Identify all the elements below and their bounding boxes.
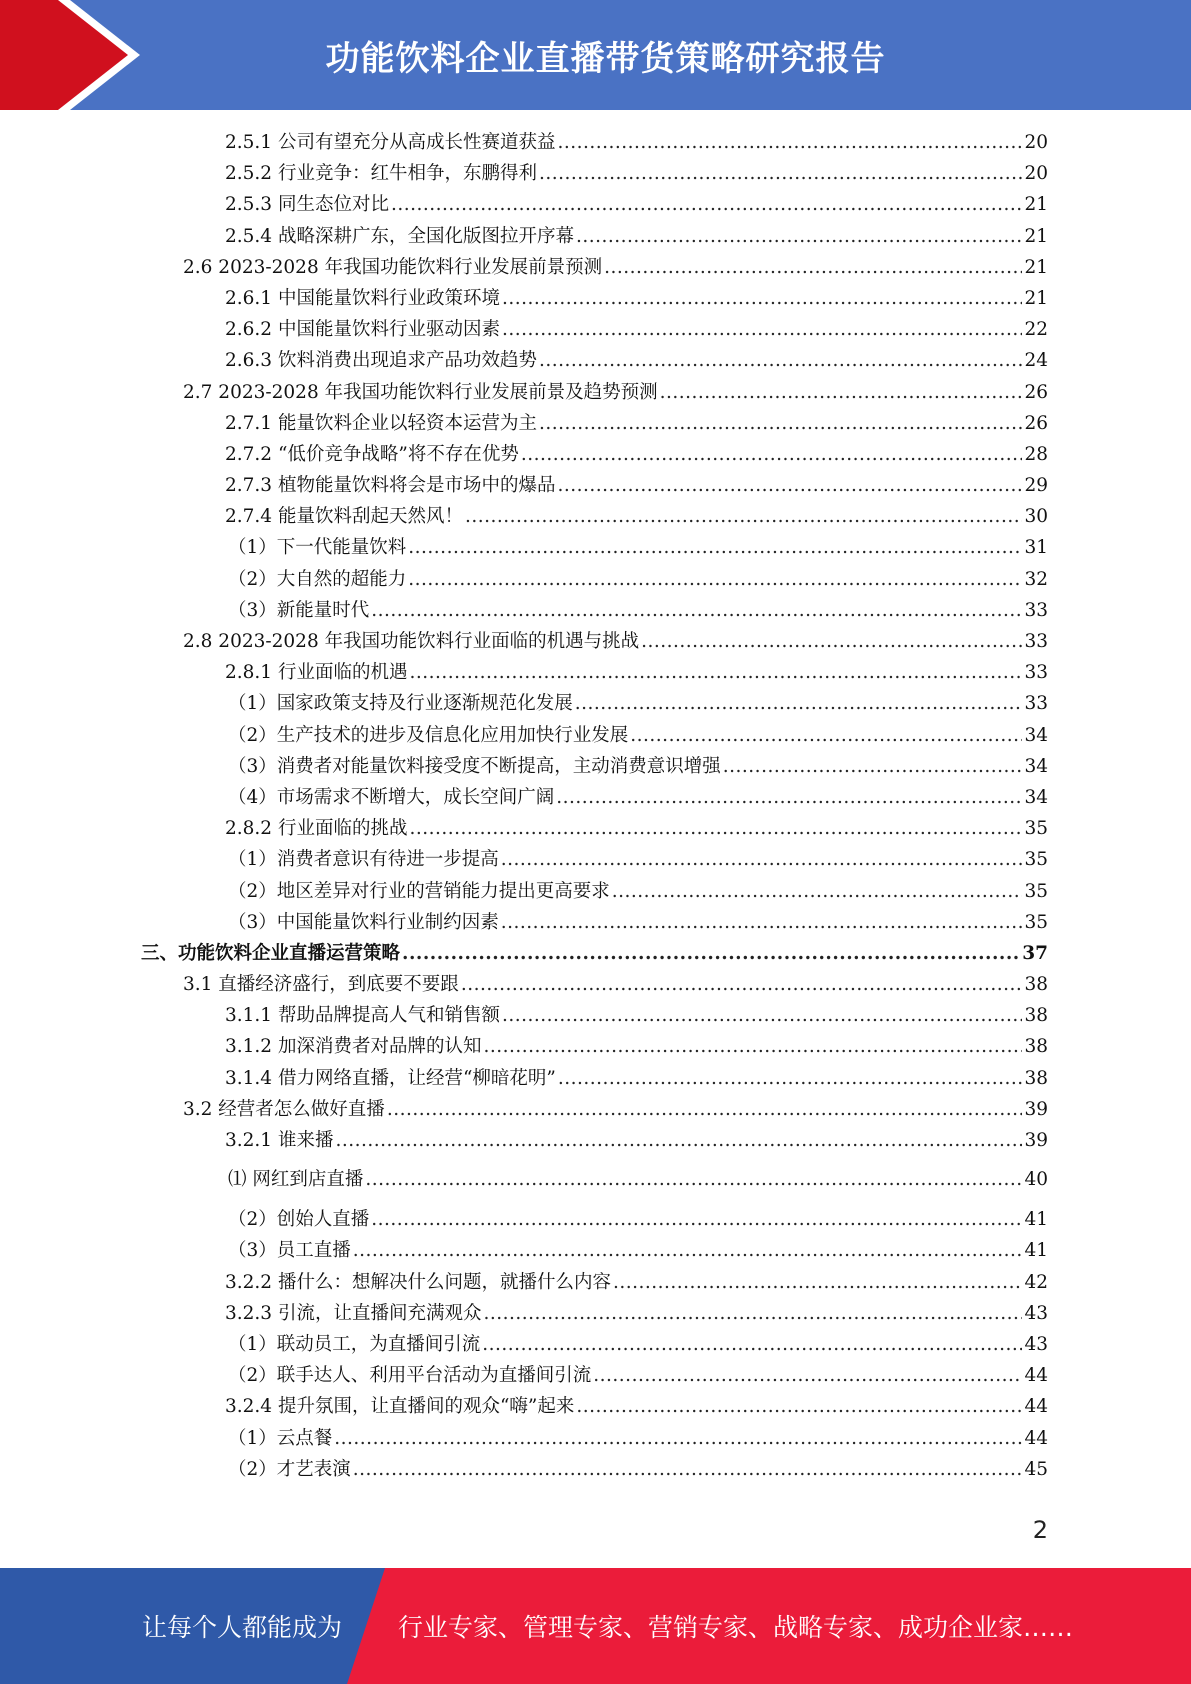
toc-dot-leader: [539, 345, 1022, 376]
toc-entry[interactable]: [0, 1391, 1191, 1422]
toc-entry-page: 32: [1024, 568, 1048, 590]
toc-entry-label: 3.2.1 谁来播: [225, 1130, 334, 1151]
toc-entry-label: ⑴ 网红到店直播: [228, 1169, 364, 1191]
toc-entry-page: 43: [1024, 1302, 1048, 1324]
toc-entry-label: （3）员工直播: [228, 1240, 351, 1262]
toc-dot-leader: [613, 1267, 1022, 1298]
toc-entry-page: 35: [1024, 849, 1048, 871]
toc-entry-page: 26: [1024, 412, 1048, 434]
toc-entry[interactable]: [0, 1000, 1191, 1031]
toc-entry-page: 35: [1024, 880, 1048, 902]
page-footer: [0, 1568, 1191, 1684]
toc-dot-leader: [334, 1423, 1022, 1454]
toc-dot-leader: [402, 938, 1020, 969]
toc-entry[interactable]: [0, 408, 1191, 439]
toc-dot-leader: [335, 1125, 1022, 1156]
toc-dot-leader: [353, 1235, 1023, 1266]
toc-entry-page: 26: [1024, 381, 1048, 403]
toc-dot-leader: [660, 377, 1023, 408]
toc-dot-leader: [502, 314, 1022, 345]
toc-entry-page: 30: [1024, 506, 1048, 528]
toc-dot-leader: [641, 626, 1022, 657]
toc-dot-leader: [630, 720, 1022, 751]
toc-entry-label: （2）才艺表演: [228, 1458, 351, 1480]
footer-slogan-right: 行业专家、管理专家、营销专家、战略专家、成功企业家……: [398, 1613, 1074, 1642]
toc-entry[interactable]: [0, 252, 1191, 283]
toc-entry[interactable]: [0, 720, 1191, 751]
toc-dot-leader: [502, 283, 1022, 314]
toc-entry-label: （1）下一代能量饮料: [228, 537, 407, 559]
toc-entry-page: 33: [1024, 693, 1048, 715]
toc-entry-label: 2.8.1 行业面临的机遇: [225, 662, 408, 684]
toc-entry-page: 45: [1024, 1458, 1048, 1480]
toc-dot-leader: [387, 1094, 1023, 1125]
toc-entry[interactable]: [0, 501, 1191, 532]
toc-entry-page: 38: [1024, 974, 1048, 996]
toc-entry[interactable]: [0, 1125, 1191, 1156]
table-of-contents: [0, 127, 1191, 1485]
toc-dot-leader: [371, 595, 1022, 626]
toc-entry[interactable]: [0, 189, 1191, 220]
toc-dot-leader: [408, 532, 1022, 563]
toc-dot-leader: [365, 1156, 1022, 1204]
toc-entry-label: （1）国家政策支持及行业逐渐规范化发展: [228, 693, 573, 715]
toc-entry-label: （2）创始人直播: [228, 1209, 370, 1231]
toc-entry-label: （3）新能量时代: [228, 599, 370, 621]
toc-entry[interactable]: [0, 470, 1191, 501]
toc-dot-leader: [575, 688, 1023, 719]
toc-entry-label: 2.8.2 行业面临的挑战: [225, 818, 408, 840]
toc-dot-leader: [576, 221, 1022, 252]
toc-entry-label: 2.6.1 中国能量饮料行业政策环境: [225, 287, 500, 309]
toc-entry-label: （2）地区差异对行业的营销能力提出更高要求: [228, 880, 610, 902]
toc-entry-page: 28: [1024, 443, 1048, 465]
toc-entry-label: 3.2.3 引流，让直播间充满观众: [225, 1302, 482, 1324]
toc-entry-page: 41: [1024, 1209, 1048, 1231]
toc-entry[interactable]: [0, 158, 1191, 189]
toc-entry-label: 3.1.2 加深消费者对品牌的认知: [225, 1036, 482, 1058]
toc-entry-page: 29: [1024, 475, 1048, 497]
toc-entry-page: 34: [1024, 755, 1048, 777]
toc-entry-page: 21: [1024, 194, 1048, 216]
toc-entry-label: （1）消费者意识有待进一步提高: [228, 849, 499, 871]
toc-entry-label: 3.2 经营者怎么做好直播: [183, 1098, 385, 1120]
toc-entry[interactable]: [0, 283, 1191, 314]
toc-entry-page: 41: [1024, 1240, 1048, 1262]
toc-entry[interactable]: [0, 377, 1191, 408]
page-header: [0, 0, 1191, 110]
toc-entry[interactable]: [0, 969, 1191, 1000]
toc-entry[interactable]: [0, 1454, 1191, 1485]
toc-dot-leader: [461, 969, 1023, 1000]
toc-entry[interactable]: [0, 688, 1191, 719]
toc-entry-page: 35: [1024, 911, 1048, 933]
toc-entry-page: 39: [1024, 1130, 1048, 1151]
toc-entry-label: 2.7 2023-2028 年我国功能饮料行业发展前景及趋势预测: [183, 381, 658, 403]
toc-entry-page: 33: [1024, 631, 1048, 652]
toc-entry[interactable]: [0, 314, 1191, 345]
toc-entry[interactable]: [0, 1360, 1191, 1391]
toc-entry-page: 22: [1024, 319, 1048, 341]
toc-dot-leader: [482, 1329, 1022, 1360]
toc-dot-leader: [539, 158, 1022, 189]
toc-entry-label: 2.6.2 中国能量饮料行业驱动因素: [225, 319, 500, 341]
toc-entry-page: 34: [1024, 786, 1048, 808]
toc-entry[interactable]: [0, 1156, 1191, 1204]
toc-entry[interactable]: [0, 439, 1191, 470]
toc-dot-leader: [409, 657, 1022, 688]
toc-entry[interactable]: [0, 127, 1191, 158]
toc-dot-leader: [604, 252, 1022, 283]
toc-entry-label: 2.5.2 行业竞争：红牛相争，东鹏得利: [225, 163, 537, 185]
toc-dot-leader: [723, 751, 1023, 782]
toc-entry-page: 20: [1024, 163, 1048, 185]
toc-dot-leader: [465, 501, 1022, 532]
toc-entry-page: 33: [1024, 599, 1048, 621]
toc-dot-leader: [502, 1000, 1022, 1031]
toc-entry-label: 2.7.2 “低价竞争战略”将不存在优势: [225, 443, 519, 465]
toc-entry-page: 31: [1024, 537, 1048, 559]
toc-entry[interactable]: [0, 844, 1191, 875]
toc-entry-label: 3.2.2 播什么：想解决什么问题，就播什么内容: [225, 1271, 611, 1293]
toc-dot-leader: [391, 189, 1022, 220]
toc-dot-leader: [557, 470, 1022, 501]
toc-entry-page: 38: [1024, 1005, 1048, 1027]
toc-entry[interactable]: [0, 1094, 1191, 1125]
toc-entry[interactable]: [0, 1329, 1191, 1360]
toc-entry-label: （2）联手达人、利用平台活动为直播间引流: [228, 1365, 592, 1387]
toc-entry[interactable]: [0, 1298, 1191, 1329]
toc-entry[interactable]: [0, 221, 1191, 252]
toc-dot-leader: [521, 439, 1023, 470]
toc-entry-page: 44: [1024, 1427, 1048, 1449]
toc-entry-label: 3.1.4 借力网络直播，让经营“柳暗花明”: [225, 1067, 556, 1089]
toc-entry[interactable]: [0, 345, 1191, 376]
toc-dot-leader: [483, 1031, 1022, 1062]
toc-entry[interactable]: [0, 595, 1191, 626]
toc-entry-label: 3.1 直播经济盛行，到底要不要跟: [183, 974, 459, 996]
toc-entry[interactable]: [0, 1063, 1191, 1094]
toc-dot-leader: [576, 1391, 1022, 1422]
toc-dot-leader: [556, 782, 1022, 813]
toc-entry[interactable]: [0, 532, 1191, 563]
toc-entry[interactable]: [0, 876, 1191, 907]
toc-entry-label: （4）市场需求不断增大，成长空间广阔: [228, 786, 555, 808]
toc-entry-label: （2）生产技术的进步及信息化应用加快行业发展: [228, 724, 629, 746]
toc-entry-label: 2.7.4 能量饮料刮起天然风！: [225, 506, 463, 528]
toc-entry-label: （1）联动员工，为直播间引流: [228, 1333, 481, 1355]
toc-entry[interactable]: [0, 1204, 1191, 1235]
toc-entry-page: 38: [1024, 1036, 1048, 1058]
toc-entry-label: 3.1.1 帮助品牌提高人气和销售额: [225, 1005, 500, 1027]
toc-entry-page: 24: [1024, 350, 1048, 372]
toc-dot-leader: [501, 844, 1023, 875]
toc-entry-label: （3）消费者对能量饮料接受度不断提高，主动消费意识增强: [228, 755, 721, 777]
toc-entry-page: 44: [1024, 1396, 1048, 1418]
toc-entry[interactable]: [0, 564, 1191, 595]
toc-entry[interactable]: [0, 1031, 1191, 1062]
toc-entry[interactable]: [0, 626, 1191, 657]
toc-entry-label: 2.5.4 战略深耕广东，全国化版图拉开序幕: [225, 225, 574, 247]
toc-dot-leader: [558, 1063, 1023, 1094]
toc-dot-leader: [371, 1204, 1022, 1235]
toc-entry-label: 2.5.3 同生态位对比: [225, 194, 389, 216]
toc-entry[interactable]: [0, 938, 1191, 969]
toc-entry[interactable]: [0, 1423, 1191, 1454]
toc-entry-label: 2.6 2023-2028 年我国功能饮料行业发展前景预测: [183, 256, 603, 278]
toc-entry-page: 20: [1024, 132, 1048, 153]
toc-entry-label: 三、功能饮料企业直播运营策略: [141, 942, 401, 964]
toc-entry-page: 38: [1024, 1067, 1048, 1089]
toc-entry-label: 2.6.3 饮料消费出现追求产品功效趋势: [225, 350, 537, 372]
toc-entry-page: 21: [1024, 225, 1048, 247]
page-number: 2: [1032, 1516, 1048, 1544]
toc-entry-label: （2）大自然的超能力: [228, 568, 407, 590]
toc-entry-label: 2.8 2023-2028 年我国功能饮料行业面临的机遇与挑战: [183, 631, 640, 652]
toc-entry-page: 21: [1024, 287, 1048, 309]
document-title: 功能饮料企业直播带货策略研究报告: [325, 38, 886, 79]
toc-entry[interactable]: [0, 813, 1191, 844]
toc-entry-page: 43: [1024, 1333, 1048, 1355]
toc-dot-leader: [483, 1298, 1022, 1329]
toc-entry-page: 35: [1024, 818, 1048, 840]
toc-dot-leader: [409, 813, 1022, 844]
toc-entry-label: 2.5.1 公司有望充分从高成长性赛道获益: [225, 132, 556, 153]
toc-dot-leader: [593, 1360, 1022, 1391]
toc-dot-leader: [353, 1454, 1023, 1485]
toc-entry-label: （3）中国能量饮料行业制约因素: [228, 911, 499, 933]
toc-dot-leader: [539, 408, 1022, 439]
toc-entry-page: 21: [1024, 256, 1048, 278]
toc-entry-label: 2.7.1 能量饮料企业以轻资本运营为主: [225, 412, 537, 434]
toc-entry[interactable]: [0, 1235, 1191, 1266]
toc-entry-page: 44: [1024, 1365, 1048, 1387]
toc-entry-page: 42: [1024, 1271, 1048, 1293]
toc-entry-page: 39: [1024, 1098, 1048, 1120]
toc-entry-page: 37: [1022, 942, 1048, 964]
toc-dot-leader: [501, 907, 1023, 938]
toc-entry[interactable]: [0, 1267, 1191, 1298]
toc-dot-leader: [557, 127, 1022, 158]
toc-dot-leader: [612, 876, 1023, 907]
toc-entry[interactable]: [0, 657, 1191, 688]
toc-entry-page: 34: [1024, 724, 1048, 746]
toc-entry[interactable]: [0, 751, 1191, 782]
toc-entry-page: 33: [1024, 662, 1048, 684]
toc-entry[interactable]: [0, 782, 1191, 813]
toc-entry-label: 3.2.4 提升氛围，让直播间的观众“嗨”起来: [225, 1396, 575, 1418]
toc-entry-label: 2.7.3 植物能量饮料将会是市场中的爆品: [225, 475, 556, 497]
toc-entry[interactable]: [0, 907, 1191, 938]
footer-slogan-left: 让每个人都能成为: [142, 1613, 343, 1642]
toc-entry-page: 40: [1024, 1169, 1048, 1191]
toc-dot-leader: [408, 564, 1022, 595]
toc-entry-label: （1）云点餐: [228, 1427, 333, 1449]
